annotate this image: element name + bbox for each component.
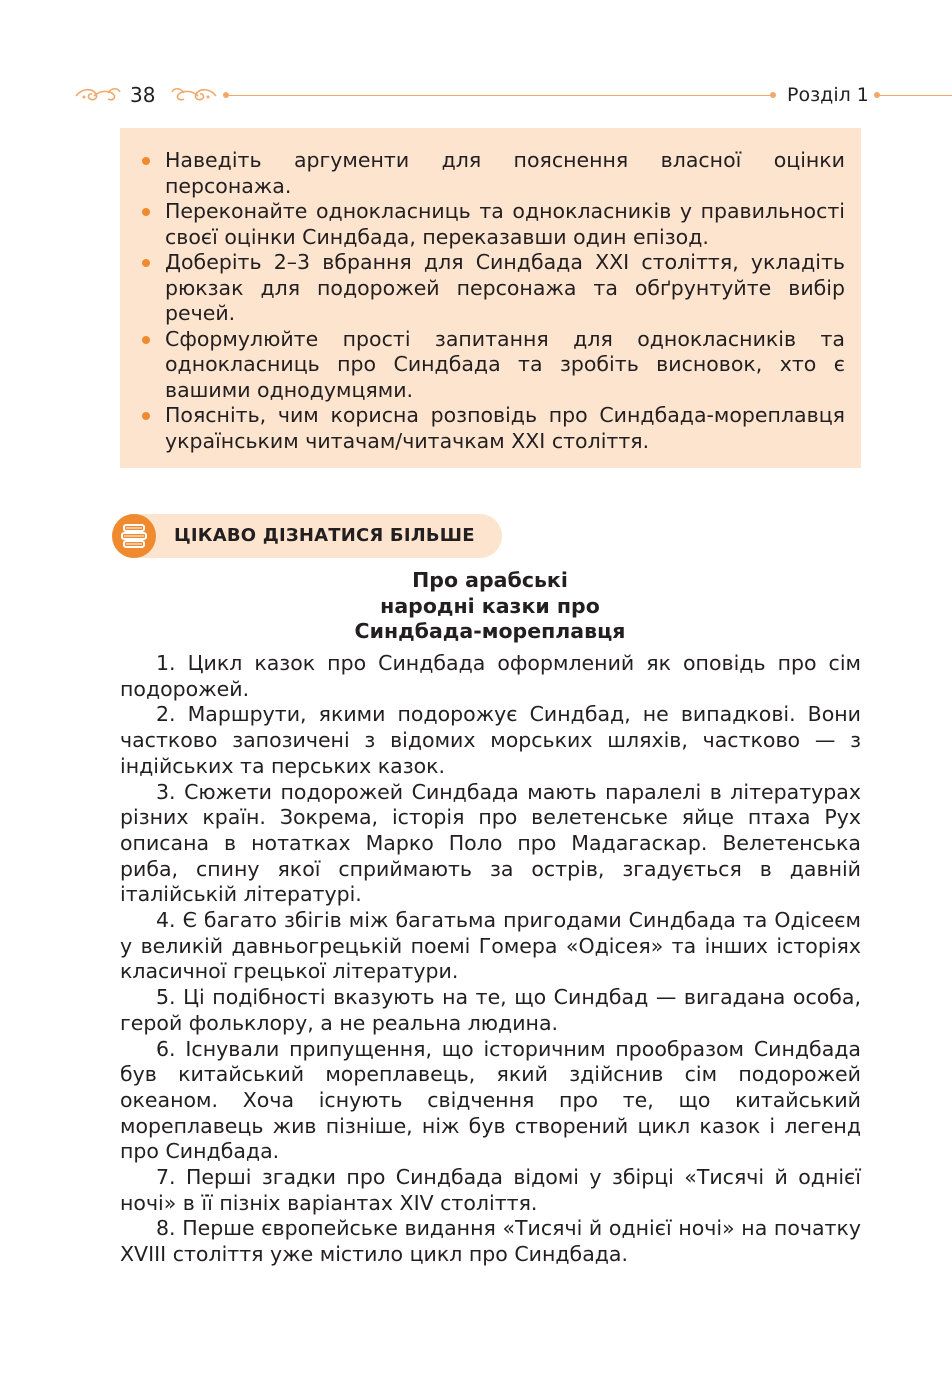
article-title-line: Про арабські [412,568,568,592]
article-paragraph: 2. Маршрути, якими подорожує Синдбад, не випадкові. Вони частково запозичені з відомих морських шляхів, частково — з індійських та перських казок. [120,702,861,778]
page-number: 38 [130,83,156,107]
task-item: Наведіть аргументи для пояснення власної оцінки персонажа. [120,148,861,199]
banner-title: ЦІКАВО ДІЗНАТИСЯ БІЛЬШЕ [174,525,475,546]
article-title [250,568,730,645]
article-paragraph: 3. Сюжети подорожей Синдбада мають паралелі в літературах різних країн. Зокрема, історія про велетенське яйце птаха Рух описана в нотатках Марко Поло про Мадагаскар. Велетенська риба, спину якої сприймають за острів, згадується в давній італійській літературі. [120,779,861,907]
article-paragraph: 4. Є багато збігів між багатьма пригодами Синдбада та Одісеєм у великій давньогрецькій поемі Гомера «Одісея» та інших історіях класичної грецької літератури. [120,908,861,984]
article-body [120,651,861,1268]
task-box [120,128,861,468]
article-paragraph: 8. Перше європейське видання «Тисячі й однієї ночі» на початку XVIII століття уже містило цикл про Синдбада. [120,1216,861,1267]
books-icon [112,514,156,558]
task-item: Поясніть, чим корисна розповідь про Синдбада-мореплавця українським читачам/читачкам XXI століття. [120,403,861,454]
bullet-icon [142,157,150,165]
bullet-icon [142,412,150,420]
task-list [120,148,861,454]
ornament-left-icon [74,82,122,104]
header-line-dot [770,92,776,98]
article-title-line: народні казки про [380,593,600,618]
section-banner [112,514,502,558]
article-title-line: Синдбада-мореплавця [354,619,626,643]
task-item: Доберіть 2–3 вбрання для Синдбада XXI століття, укладіть рюкзак для подорожей персонажа та обґрунтуйте вибір речей. [120,250,861,327]
article-paragraph: 7. Перші згадки про Синдбада відомі у збірці «Тисячі й однієї ночі» в її пізніх варіантах XIV століття. [120,1165,861,1215]
ornament-right-icon [170,82,218,104]
task-item: Переконайте однокласниць та однокласників у правильності своєї оцінки Синдбада, переказавши один епізод. [120,199,861,250]
section-label: Розділ 1 [787,84,869,106]
bullet-icon [142,336,150,344]
bullet-icon [142,259,150,267]
page-header [0,78,952,114]
header-rule [226,95,774,96]
article-paragraph: 5. Ці подібності вказують на те, що Синдбад — вигадана особа, герой фольклору, а не реальна людина. [120,985,861,1035]
article-paragraph: 6. Існували припущення, що історичним прообразом Синдбада був китайський мореплавець, який здійснив сім подорожей океаном. Хоча існують свідчення про те, що китайський мореплавець жив пізніше, ніж був створений цикл казок і легенд про Синдбада. [120,1036,861,1164]
bullet-icon [142,208,150,216]
header-rule-tail [878,95,952,96]
task-item: Сформулюйте прості запитання для однокласників та однокласниць про Синдбада та зробіть висновок, хто є вашими однодумцями. [120,327,861,404]
article-paragraph: 1. Цикл казок про Синдбада оформлений як оповідь про сім подорожей. [120,651,861,701]
